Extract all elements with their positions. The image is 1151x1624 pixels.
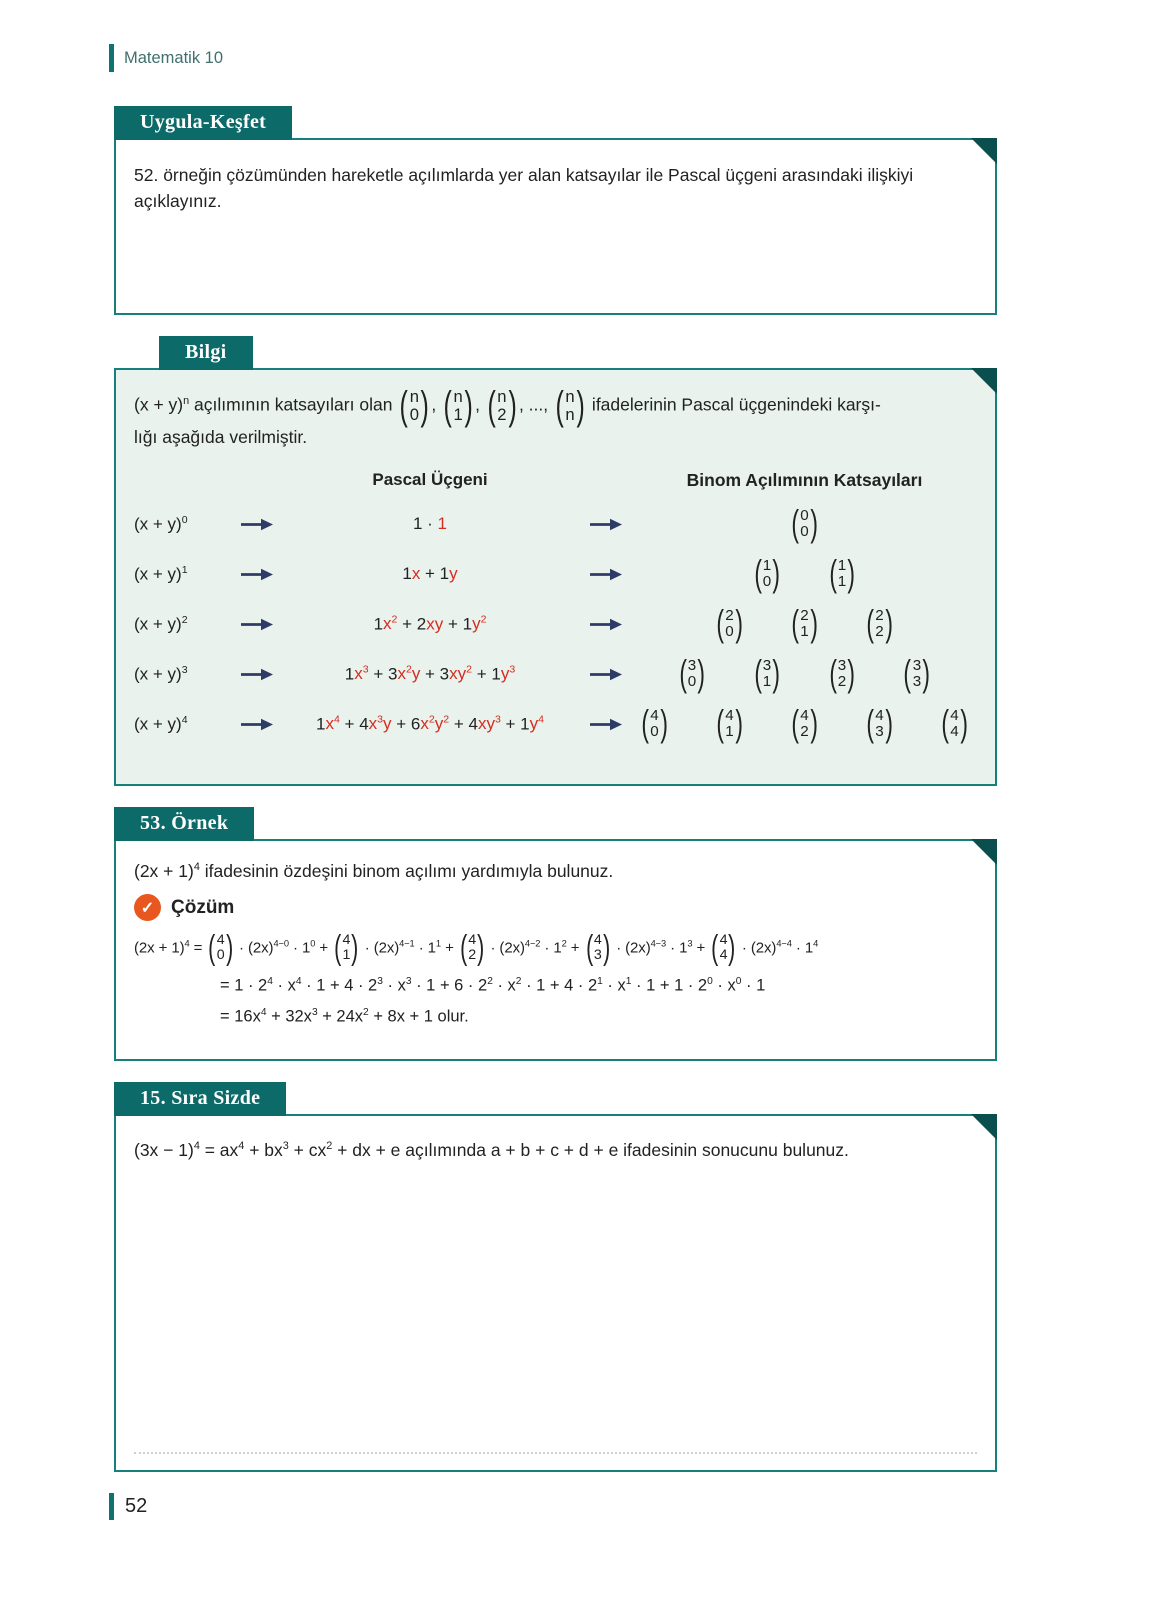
left-paren: (	[866, 602, 874, 644]
arrow-cell	[580, 718, 632, 731]
arrow-cell	[580, 618, 632, 631]
binomial-coefficient: ( 4 1 )	[334, 929, 359, 968]
binomial-coefficient: ( 4 4 )	[941, 702, 968, 744]
arrow-right-icon	[240, 568, 274, 581]
binomial-coefficient: ( n n )	[555, 383, 585, 429]
left-paren: (	[791, 602, 799, 644]
left-paren: (	[443, 383, 452, 429]
left-paren: (	[791, 702, 799, 744]
arrow-right-icon	[589, 618, 623, 631]
dashed-cut-line	[134, 1452, 977, 1454]
arrow-right-icon	[589, 568, 623, 581]
arrow-cell	[234, 668, 280, 681]
binomial-coefficient: ( 4 2 )	[459, 929, 485, 968]
arrow-cell	[580, 518, 632, 531]
left-paren: (	[459, 929, 468, 968]
left-paren: (	[903, 652, 912, 694]
arrow-right-icon	[589, 668, 623, 681]
right-paren: )	[960, 702, 968, 744]
right-paren: )	[810, 702, 818, 744]
uygula-text: 52. örneğin çözümünden hareketle açılımlarda yer alan katsayılar ile Pascal üçgeni arasındaki ilişkiyi açıklayınız.	[134, 165, 914, 212]
binomial-group	[632, 652, 977, 694]
right-paren: )	[728, 929, 736, 968]
corner-fold-icon	[971, 138, 997, 164]
left-paren: (	[791, 502, 799, 544]
page-header	[109, 0, 997, 72]
right-paren: )	[922, 652, 931, 694]
arrow-right-icon	[240, 618, 274, 631]
binomial-coefficient: ( 3 1 )	[753, 652, 781, 694]
binomial-coefficient: ( 4 1 )	[716, 702, 743, 744]
left-paren: (	[555, 383, 564, 429]
left-paren: (	[334, 929, 342, 968]
pascal-row-3	[134, 649, 977, 699]
right-paren: )	[508, 383, 517, 429]
binomial-coefficient: ( 3 2 )	[828, 652, 856, 694]
sira-sizde-badge	[114, 1082, 286, 1116]
binomial-coefficient: ( 2 0 )	[716, 602, 743, 644]
section-uygula-kesfet	[114, 106, 997, 315]
solution-line-3: = $16x^4 + 32x^3 + 24x^2 + 8x + 1$ olur.	[220, 1007, 469, 1026]
right-paren: )	[464, 383, 473, 429]
left-paren: (	[399, 383, 409, 429]
pascal-table-header	[134, 461, 977, 499]
right-paren: )	[810, 602, 818, 644]
binomial-group	[632, 702, 977, 744]
page-footer	[109, 1493, 1151, 1520]
section-ornek	[114, 807, 997, 1061]
ornek-prompt: $(2x + 1)^4$ ifadesinin özdeşini binom açılımı yardımıyla bulunuz.	[134, 861, 614, 881]
page-content	[114, 0, 997, 1472]
right-paren: )	[697, 652, 706, 694]
left-paren: (	[828, 652, 837, 694]
bilgi-intro: $(x + y)^n$ açılımının katsayıları olan ( n 0 ) , ( n 1 ) , ( n 2 ) , ..., ( n n ) ifadelerinin Pascal üçgenindeki karşı- lığı aşağıda verilmiştir.	[134, 383, 881, 447]
left-paren: (	[866, 702, 874, 744]
expansion-polynomial: $1x^4 + 4x^3y + 6x^2y^2 + 4xy^3 + 1y^4$	[316, 713, 544, 734]
arrow-cell	[234, 618, 280, 631]
arrow-right-icon	[240, 668, 274, 681]
binomial-coefficient: ( 4 0 )	[641, 702, 668, 744]
binomial-coefficient: ( 1 0 )	[753, 552, 781, 594]
check-icon: ✓	[134, 894, 161, 921]
left-paren: (	[585, 929, 593, 968]
left-paren: (	[753, 552, 762, 594]
expansion-label: $(x + y)^0$	[134, 513, 188, 534]
pascal-row-0	[134, 499, 977, 549]
pascal-row-2	[134, 599, 977, 649]
arrow-cell	[234, 518, 280, 531]
binomial-coefficient: ( 3 0 )	[678, 652, 706, 694]
column-header-pascal: Pascal Üçgeni	[372, 470, 488, 490]
binomial-coefficient: ( 4 0 )	[208, 929, 233, 968]
right-paren: )	[225, 929, 233, 968]
footer-accent-bar	[109, 1493, 114, 1520]
section-bilgi	[114, 336, 997, 786]
course-title: Matematik 10	[124, 48, 224, 67]
solution-header	[134, 894, 977, 921]
expansion-label: $(x + y)^4$	[134, 713, 188, 734]
solution-label: Çözüm	[171, 896, 235, 918]
left-paren: (	[941, 702, 949, 744]
expansion-polynomial: $1x^2 + 2xy + 1y^2$	[373, 613, 487, 634]
right-paren: )	[576, 383, 585, 429]
left-paren: (	[716, 702, 724, 744]
left-paren: (	[678, 652, 687, 694]
binomial-coefficient: ( 2 1 )	[791, 602, 818, 644]
uygula-badge	[114, 106, 292, 140]
uygula-badge-label: Uygula-Keşfet	[140, 111, 267, 133]
binomial-coefficient: ( n 2 )	[487, 383, 517, 429]
pascal-row-1	[134, 549, 977, 599]
arrow-right-icon	[240, 518, 274, 531]
binomial-coefficient: ( 3 3 )	[903, 652, 931, 694]
arrow-right-icon	[589, 518, 623, 531]
right-paren: )	[477, 929, 485, 968]
pascal-row-4	[134, 699, 977, 749]
binomial-coefficient: ( 4 3 )	[866, 702, 893, 744]
right-paren: )	[847, 552, 856, 594]
sira-sizde-text: $(3x - 1)^4 = ax^4 + bx^3 + cx^2$ + dx + e açılımında a + b + c + d + e ifadesinin sonucunu bulunuz.	[134, 1140, 849, 1160]
binomial-coefficient: ( 1 1 )	[828, 552, 856, 594]
left-paren: (	[753, 652, 762, 694]
expansion-polynomial: 1x + 1y	[402, 564, 458, 584]
page-number: 52	[125, 1495, 148, 1517]
binomial-coefficient: ( 2 2 )	[866, 602, 893, 644]
ornek-box	[114, 839, 997, 1061]
arrow-right-icon	[240, 718, 274, 731]
right-paren: )	[847, 652, 856, 694]
expansion-polynomial: $1x^3 + 3x^2y + 3xy^2 + 1y^3$	[344, 663, 516, 684]
bilgi-badge	[159, 336, 253, 370]
section-sira-sizde	[114, 1082, 997, 1472]
sira-sizde-badge-label: 15. Sıra Sizde	[140, 1087, 261, 1109]
solution-line-2: = $1 \cdot 2^4 \cdot x^4 \cdot 1 + 4 \cdot 2^3 \cdot x^3 \cdot 1 + 6 \cdot 2^2 \cdot x^2 \cdot 1 + 4 \cdot 2^1 \cdot x^1 \cdot 1 + 1 \cdot 2^0 \cdot x^0 \cdot 1$	[220, 975, 766, 995]
binomial-coefficient: ( 4 3 )	[585, 929, 610, 968]
right-paren: )	[810, 502, 818, 544]
bilgi-badge-label: Bilgi	[185, 341, 227, 363]
right-paren: )	[602, 929, 610, 968]
right-paren: )	[351, 929, 359, 968]
sira-sizde-box	[114, 1114, 997, 1472]
pascal-table	[134, 499, 977, 749]
right-paren: )	[885, 602, 893, 644]
left-paren: (	[641, 702, 649, 744]
binomial-coefficient: ( n 1 )	[443, 383, 473, 429]
binomial-coefficient: ( 4 4 )	[711, 929, 736, 968]
expansion-label: $(x + y)^3$	[134, 663, 188, 684]
expansion-polynomial: 1 · 1	[412, 514, 448, 534]
uygula-box	[114, 138, 997, 315]
solution-line-1: $(2x + 1)^4$ = ( 4 0 ) · $(2x)^{4-0} \cdot 1^0$ + ( 4 1 ) · $(2x)^{4-1} \cdot 1^1$ + ( 4 2 ) · $(2x)^{4-2} \cdot 1^2$ + ( 4 3 ) · $(2x)^{4-3} \cdot 1^3$ + ( 4 4 ) · $(2x)^{4-4} \cdot 1^4$	[134, 929, 819, 968]
right-paren: )	[735, 602, 743, 644]
arrow-cell	[234, 718, 280, 731]
arrow-cell	[580, 568, 632, 581]
left-paren: (	[711, 929, 719, 968]
column-header-binom: Binom Açılımının Katsayıları	[686, 469, 923, 490]
right-paren: )	[772, 552, 781, 594]
right-paren: )	[660, 702, 668, 744]
left-paren: (	[487, 383, 496, 429]
ornek-badge-label: 53. Örnek	[140, 812, 229, 834]
right-paren: )	[420, 383, 429, 429]
right-paren: )	[885, 702, 893, 744]
ornek-badge	[114, 807, 254, 841]
bilgi-box	[114, 368, 997, 786]
arrow-cell	[234, 568, 280, 581]
binomial-group	[632, 602, 977, 644]
corner-fold-icon	[971, 1114, 997, 1140]
binomial-coefficient: ( 4 2 )	[791, 702, 818, 744]
header-accent-bar	[109, 44, 114, 72]
binomial-coefficient: ( 0 0 )	[791, 502, 818, 544]
expansion-label: $(x + y)^1$	[134, 563, 188, 584]
binomial-group	[632, 502, 977, 544]
binomial-group	[632, 552, 977, 594]
arrow-right-icon	[589, 718, 623, 731]
left-paren: (	[828, 552, 837, 594]
expansion-label: $(x + y)^2$	[134, 613, 188, 634]
arrow-cell	[580, 668, 632, 681]
right-paren: )	[772, 652, 781, 694]
left-paren: (	[716, 602, 724, 644]
binomial-coefficient: ( n 0 )	[399, 383, 429, 429]
right-paren: )	[735, 702, 743, 744]
left-paren: (	[208, 929, 216, 968]
